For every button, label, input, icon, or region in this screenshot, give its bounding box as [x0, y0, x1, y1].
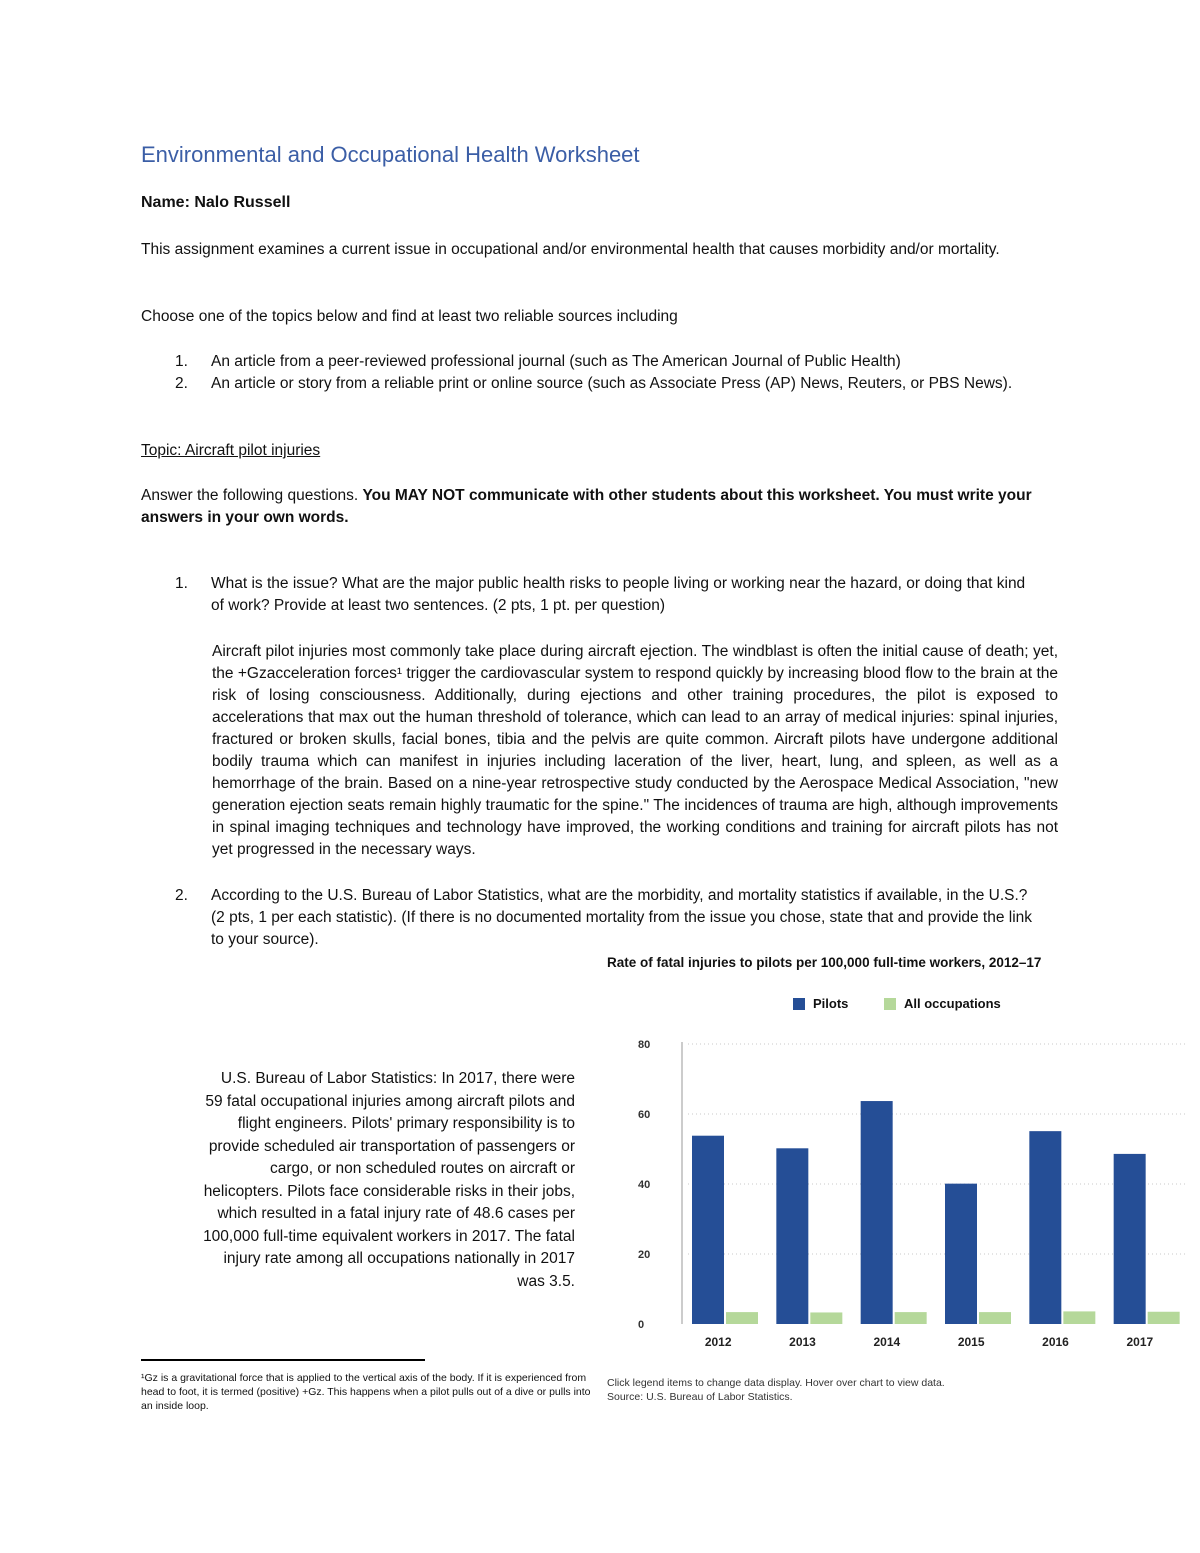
- question-2-item: [141, 885, 1041, 951]
- chart-instruction: Click legend items to change data display. Hover over chart to view data.: [607, 1377, 945, 1389]
- intro-paragraph: This assignment examines a current issue in occupational and/or environmental health that causes morbidity and/or mortality.: [141, 241, 1000, 258]
- y-tick-label: 0: [638, 1319, 645, 1331]
- question-text: What is the issue? What are the major public health risks to people living or working near the hazard, or doing that kind of work? Provide at least two sentences. (2 pts, 1 pt. per question): [211, 575, 1026, 614]
- bar-pilots: [1029, 1131, 1061, 1324]
- legend-swatch-all-occupations: [884, 998, 896, 1010]
- legend-label: All occupations: [904, 996, 1001, 1011]
- question-1: [141, 573, 1041, 617]
- list-number: 2.: [175, 375, 188, 392]
- list-text: An article or story from a reliable print or online source (such as Associate Press (AP) News, Reuters, or PBS News).: [211, 375, 1013, 392]
- y-tick-label: 40: [638, 1179, 651, 1191]
- bar-all-occupations: [1148, 1312, 1180, 1324]
- bar-all-occupations: [726, 1312, 758, 1324]
- choose-paragraph: Choose one of the topics below and find at least two reliable sources including: [141, 308, 678, 325]
- question-2: [141, 885, 1041, 951]
- x-tick-label: 2012: [704, 1335, 732, 1349]
- x-tick-label: 2014: [873, 1335, 901, 1349]
- x-tick-label: 2017: [1126, 1335, 1154, 1349]
- instructions-paragraph: [141, 485, 1071, 529]
- bar-pilots: [861, 1101, 893, 1324]
- legend-item-pilots[interactable]: [793, 996, 848, 1011]
- question-1-item: [141, 573, 1041, 617]
- x-tick-label: 2013: [789, 1335, 816, 1349]
- bar-all-occupations: [810, 1312, 842, 1324]
- legend-label: Pilots: [813, 996, 849, 1011]
- sources-list: [141, 351, 1041, 395]
- chart-note: [607, 1377, 945, 1404]
- list-item: [141, 351, 1041, 373]
- legend-swatch-pilots: [793, 998, 805, 1010]
- chart-title: Rate of fatal injuries to pilots per 100,000 full-time workers, 2012–17: [607, 955, 1042, 970]
- y-tick-label: 20: [638, 1249, 651, 1261]
- footnote: ¹Gz is a gravitational force that is applied to the vertical axis of the body. If it is experienced from head to foot, it is termed (positive) +Gz. This happens when a pilot pulls out of a dive or pulls into an inside loop.: [141, 1372, 591, 1412]
- bar-chart[interactable]: [600, 1030, 1190, 1360]
- question-text: According to the U.S. Bureau of Labor Statistics, what are the morbidity, and mortality statistics if available, in the U.S.? (2 pts, 1 per each statistic). (If there is no documented mortality from the issue you chose, state that and provide the link to your source).: [211, 887, 1033, 948]
- bar-all-occupations: [979, 1312, 1011, 1324]
- chart-source: Source: U.S. Bureau of Labor Statistics.: [607, 1390, 793, 1403]
- x-tick-label: 2015: [957, 1335, 985, 1349]
- answer-1: Aircraft pilot injuries most commonly take place during aircraft ejection. The windblast is often the initial cause of death; yet, the +Gzacceleration forces¹ trigger the cardiovascular system to respond quickly by increasing blood flow to the brain at the risk of losing consciousness. Additionally, during ejections and other training procedures, the pilot is exposed to accelerations that max out the human threshold of tolerance, which can lead to an array of medical injuries: spinal injuries, fractured or broken skulls, facial bones, tibia and the pelvis are quite common. Aircraft pilots have undergone additional bodily trauma which can manifest in injuries including laceration of the liver, heart, lung, and spleen, as well as a hemorrhage of the brain. Based on a nine-year retrospective study conducted by the Aerospace Medical Association, "new generation ejection seats remain highly traumatic for the spine." The incidences of trauma are high, although improvements in spinal imaging techniques and technology have improved, the working conditions and training for aircraft pilots has not yet progressed in the necessary ways.: [212, 643, 1058, 858]
- list-number: 1.: [175, 353, 188, 370]
- student-name: Name: Nalo Russell: [141, 194, 291, 211]
- legend-item-all-occupations[interactable]: [884, 996, 1001, 1011]
- bar-pilots: [776, 1148, 808, 1324]
- bar-pilots: [692, 1136, 724, 1324]
- bar-pilots: [945, 1184, 977, 1324]
- topic-heading: Topic: Aircraft pilot injuries: [141, 442, 321, 459]
- bar-all-occupations: [895, 1312, 927, 1324]
- question-number: 2.: [175, 887, 188, 904]
- instructions-bold-text: You MAY NOT communicate with other students about this worksheet. You must write your answers in your own words.: [141, 487, 1032, 526]
- footnote-separator: [141, 1359, 425, 1361]
- document-title: Environmental and Occupational Health Worksheet: [141, 142, 640, 167]
- y-tick-label: 80: [638, 1039, 651, 1051]
- answer-2: U.S. Bureau of Labor Statistics: In 2017, there were 59 fatal occupational injuries among aircraft pilots and flight engineers. Pilots' primary responsibility is to provide scheduled air transportation of passengers or cargo, or non scheduled routes on aircraft or helicopters. Pilots face considerable risks in their jobs, which resulted in a fatal injury rate of 48.6 cases per 100,000 full-time equivalent workers in 2017. The fatal injury rate among all occupations nationally in 2017 was 3.5.: [203, 1070, 575, 1290]
- question-number: 1.: [175, 575, 188, 592]
- list-text: An article from a peer-reviewed professional journal (such as The American Journal of Public Health): [211, 353, 901, 370]
- instructions-text: Answer the following questions.: [141, 487, 363, 504]
- x-tick-label: 2016: [1042, 1335, 1069, 1349]
- y-tick-label: 60: [638, 1109, 651, 1121]
- bar-pilots: [1114, 1154, 1146, 1324]
- bar-all-occupations: [1063, 1311, 1095, 1324]
- list-item: [141, 373, 1041, 395]
